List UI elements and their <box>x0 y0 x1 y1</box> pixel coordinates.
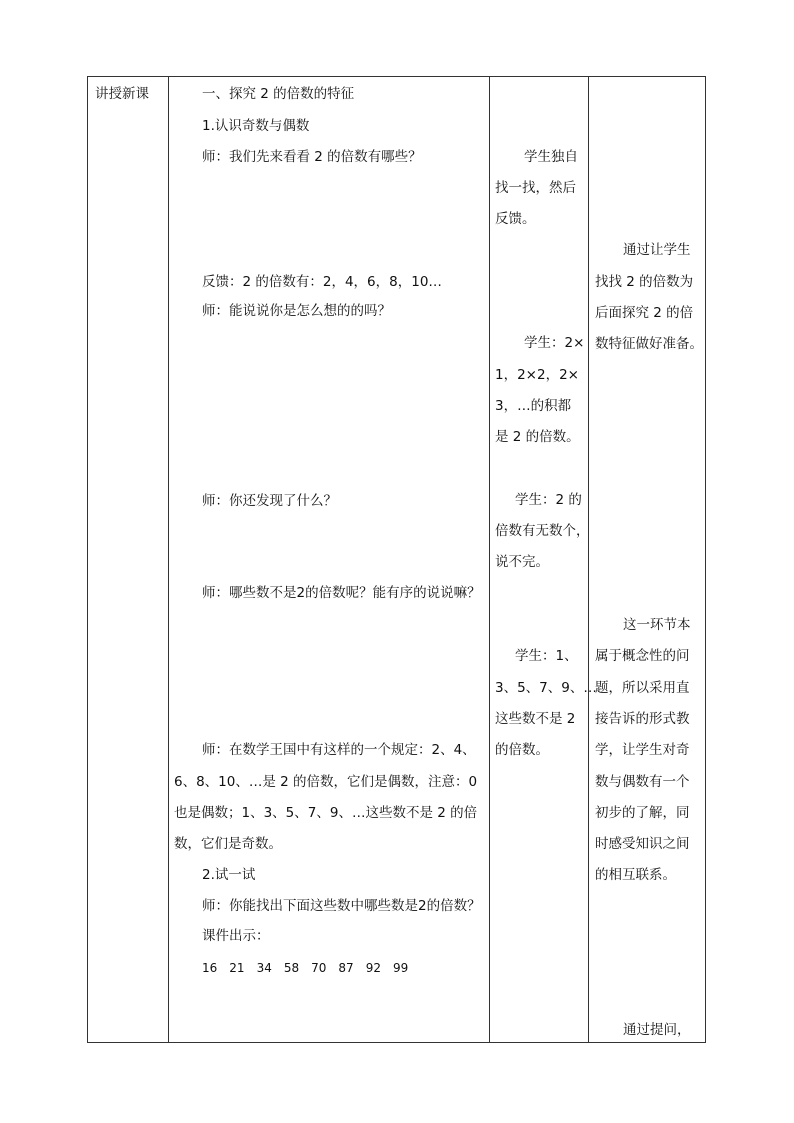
intent-line: 属于概念性的问 <box>595 648 690 664</box>
student-line: 学生：2 的 <box>515 492 582 508</box>
intent-line: 数特征做好准备。 <box>595 336 703 352</box>
intent-line: 时感受知识之间 <box>595 836 690 852</box>
content-line: 师：在数学王国中有这样的一个规定：2、4、 <box>202 742 476 758</box>
content-line: 反馈：2 的倍数有：2，4，6，8，10… <box>202 274 442 290</box>
number-item: 34 <box>256 961 272 975</box>
student-line: 是 2 的倍数。 <box>495 429 580 445</box>
student-column <box>490 77 597 1042</box>
intent-line: 数与偶数有一个 <box>595 774 690 790</box>
student-line: 1，2×2，2× <box>495 367 579 383</box>
intent-line: 接告诉的形式教 <box>595 711 690 727</box>
number-list <box>202 959 420 977</box>
student-line: 学生：2× <box>524 335 585 351</box>
student-line: 倍数有无数个， <box>495 523 590 539</box>
content-line: 师：你还发现了什么？ <box>202 493 337 509</box>
intent-line: 找找 2 的倍数为 <box>595 274 694 290</box>
student-line: 找一找，然后 <box>495 180 576 196</box>
content-line: 也是偶数；1、3、5、7、9、…这些数不是 2 的倍 <box>174 805 478 821</box>
student-line: 说不完。 <box>495 554 549 570</box>
content-line: 师：你能找出下面这些数中哪些数是2的倍数？ <box>202 898 481 914</box>
section-label: 讲授新课 <box>95 86 149 102</box>
content-column <box>169 77 489 1042</box>
content-line: 数，它们是奇数。 <box>174 836 282 852</box>
number-item: 99 <box>392 961 409 975</box>
intent-line: 学，让学生对奇 <box>595 742 690 758</box>
intent-line: 初步的了解，同 <box>595 805 690 821</box>
content-line: 6、8、10、…是 2 的倍数，它们是偶数，注意：0 <box>174 774 478 790</box>
student-line: 3、5、7、9、… <box>495 680 597 696</box>
number-item: 92 <box>365 961 381 975</box>
content-line: 师：我们先来看看 2 的倍数有哪些？ <box>202 149 422 165</box>
section-column <box>88 77 168 1042</box>
lesson-table <box>87 76 706 1043</box>
student-line: 的倍数。 <box>495 742 549 758</box>
student-line: 3，…的积都 <box>495 398 572 414</box>
intent-line: 的相互联系。 <box>595 867 676 883</box>
content-line: 师：哪些数不是2的倍数呢？能有序的说说嘛？ <box>202 585 481 601</box>
content-line: 师：能说说你是怎么想的的吗？ <box>202 303 391 319</box>
student-line: 学生独自 <box>524 149 578 165</box>
intent-line: 后面探究 2 的倍 <box>595 305 694 321</box>
content-line: 一、探究 2 的倍数的特征 <box>202 86 355 102</box>
intent-line: 通过让学生 <box>623 242 691 258</box>
number-item: 58 <box>283 961 300 975</box>
number-item: 70 <box>311 961 327 975</box>
number-item: 21 <box>229 961 245 975</box>
content-line: 1.认识奇数与偶数 <box>202 118 310 134</box>
intent-line: 题，所以采用直 <box>595 680 690 696</box>
intent-column <box>589 77 707 1042</box>
student-line: 这些数不是 2 <box>495 711 576 727</box>
content-line: 2.试一试 <box>202 867 256 883</box>
number-item: 16 <box>202 961 218 975</box>
number-item: 87 <box>338 961 354 975</box>
intent-line: 这一环节本 <box>623 617 691 633</box>
intent-line: 通过提问， <box>623 1022 691 1038</box>
student-line: 反馈。 <box>495 211 536 227</box>
content-line: 课件出示： <box>202 928 270 944</box>
student-line: 学生：1、 <box>515 648 578 664</box>
